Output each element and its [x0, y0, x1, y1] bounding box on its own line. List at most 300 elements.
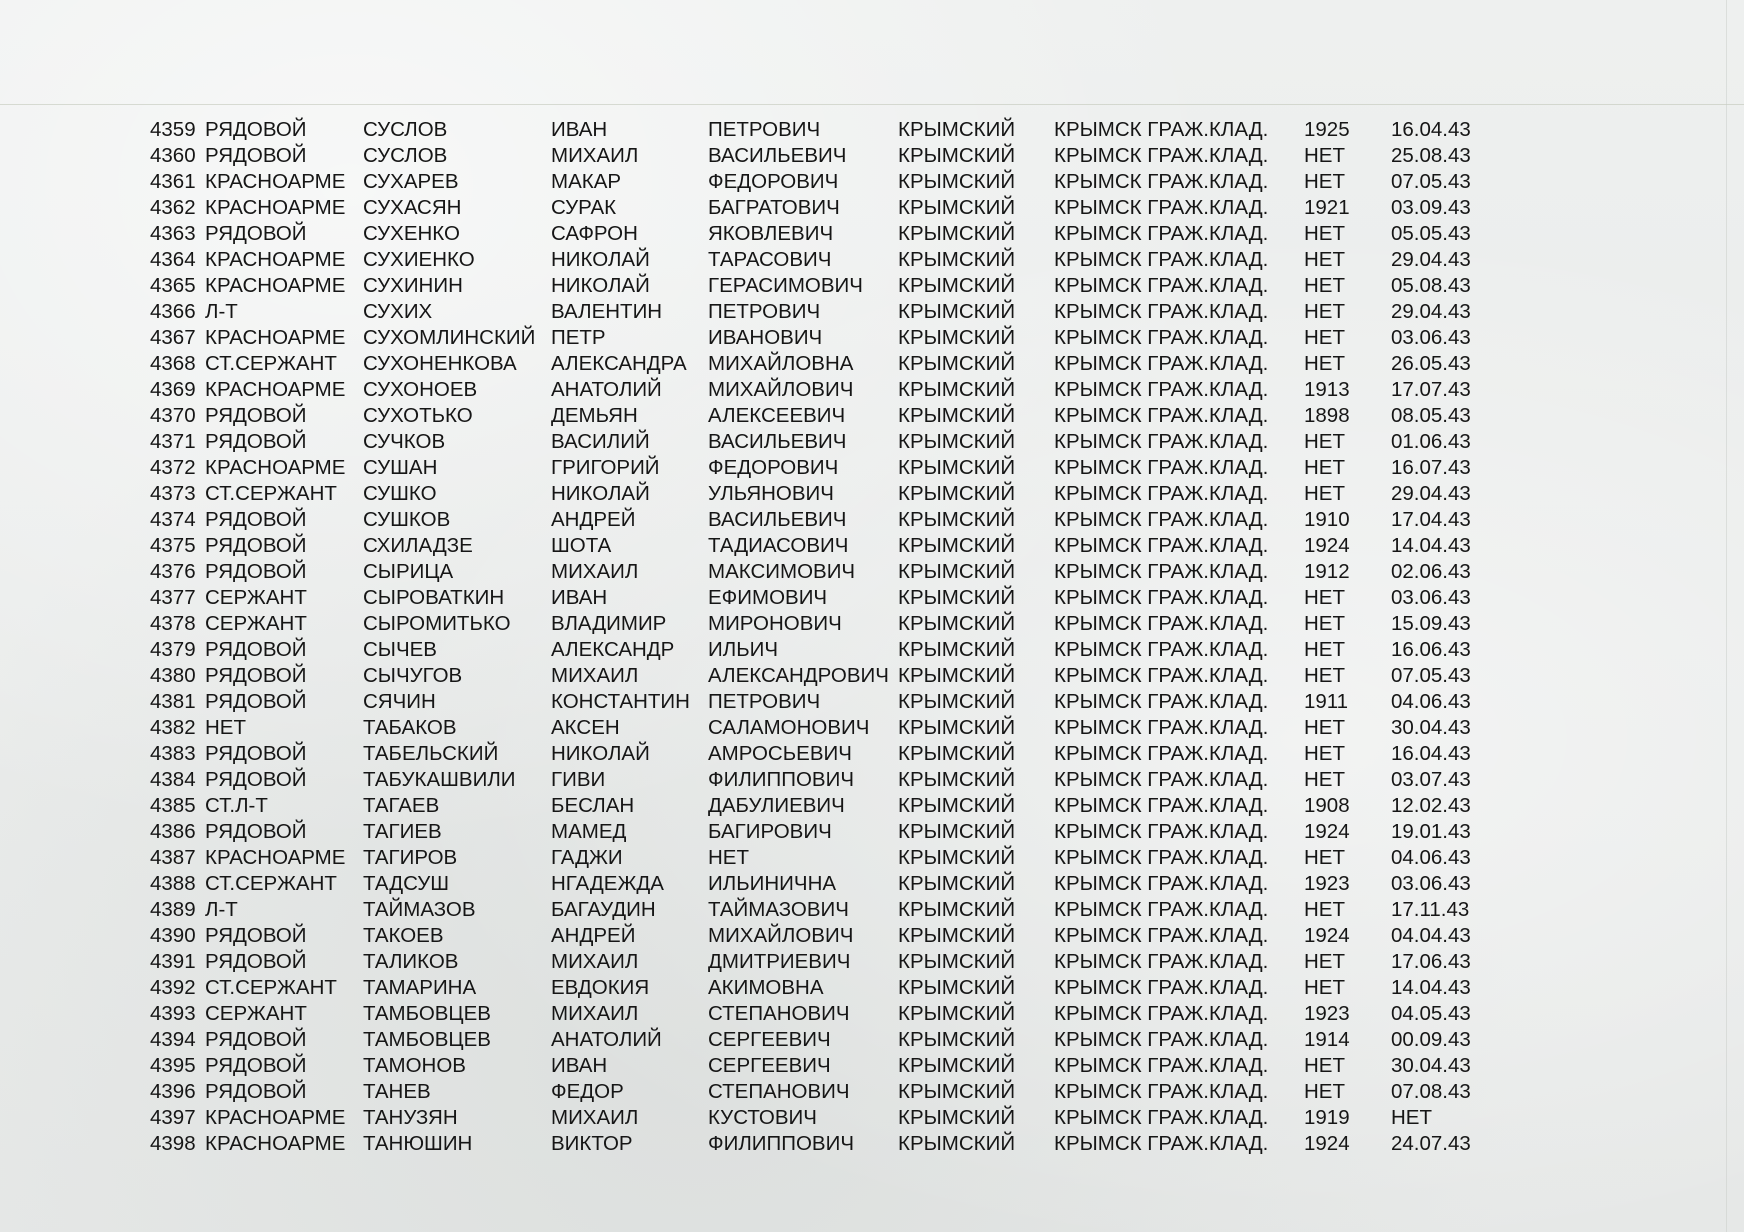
record-last-name: СЫРОВАТКИН	[363, 586, 505, 609]
record-row	[150, 715, 1610, 741]
record-first-name: ИВАН	[551, 1054, 608, 1077]
record-first-name: КОНСТАНТИН	[551, 690, 690, 713]
record-district: КРЫМСКИЙ	[898, 768, 1016, 791]
record-first-name: МИХАИЛ	[551, 1106, 639, 1129]
record-row	[150, 273, 1610, 299]
record-number: 4379	[150, 638, 196, 661]
record-number: 4364	[150, 248, 196, 271]
record-last-name: ТАЙМАЗОВ	[363, 898, 476, 921]
record-row	[150, 897, 1610, 923]
record-row	[150, 1053, 1610, 1079]
record-row	[150, 1001, 1610, 1027]
record-row	[150, 169, 1610, 195]
record-death-date: 05.08.43	[1391, 274, 1471, 297]
record-burial-place: КРЫМСК ГРАЖ.КЛАД.	[1054, 1054, 1269, 1077]
record-district: КРЫМСКИЙ	[898, 326, 1016, 349]
record-patronymic: ИЛЬИЧ	[708, 638, 779, 661]
record-patronymic: ФЕДОРОВИЧ	[708, 456, 839, 479]
record-row	[150, 975, 1610, 1001]
record-number: 4378	[150, 612, 196, 635]
record-death-date: 07.05.43	[1391, 170, 1471, 193]
record-rank: СЕРЖАНТ	[205, 586, 307, 609]
record-burial-place: КРЫМСК ГРАЖ.КЛАД.	[1054, 950, 1269, 973]
record-district: КРЫМСКИЙ	[898, 430, 1016, 453]
record-patronymic: КУСТОВИЧ	[708, 1106, 817, 1129]
record-number: 4369	[150, 378, 196, 401]
record-death-date: НЕТ	[1391, 1106, 1432, 1129]
record-last-name: СЫЧЕВ	[363, 638, 437, 661]
record-number: 4371	[150, 430, 196, 453]
record-birth-year: 1919	[1304, 1106, 1350, 1129]
record-birth-year: 1921	[1304, 196, 1350, 219]
record-district: КРЫМСКИЙ	[898, 1028, 1016, 1051]
record-row	[150, 845, 1610, 871]
record-patronymic: САЛАМОНОВИЧ	[708, 716, 870, 739]
record-burial-place: КРЫМСК ГРАЖ.КЛАД.	[1054, 170, 1269, 193]
record-rank: КРАСНОАРМЕ	[205, 378, 346, 401]
record-last-name: СУШКО	[363, 482, 437, 505]
record-patronymic: ВАСИЛЬЕВИЧ	[708, 508, 847, 531]
record-birth-year: 1924	[1304, 820, 1350, 843]
record-rank: РЯДОВОЙ	[205, 1028, 307, 1051]
record-last-name: ТАЛИКОВ	[363, 950, 459, 973]
record-row	[150, 377, 1610, 403]
record-rank: КРАСНОАРМЕ	[205, 1132, 346, 1155]
record-birth-year: НЕТ	[1304, 846, 1345, 869]
record-last-name: ТАБАКОВ	[363, 716, 457, 739]
record-row	[150, 299, 1610, 325]
record-rank: Л-Т	[205, 300, 238, 323]
record-death-date: 16.06.43	[1391, 638, 1471, 661]
record-burial-place: КРЫМСК ГРАЖ.КЛАД.	[1054, 612, 1269, 635]
record-death-date: 02.06.43	[1391, 560, 1471, 583]
record-district: КРЫМСКИЙ	[898, 820, 1016, 843]
record-district: КРЫМСКИЙ	[898, 404, 1016, 427]
record-first-name: СУРАК	[551, 196, 617, 219]
record-rank: РЯДОВОЙ	[205, 118, 307, 141]
record-burial-place: КРЫМСК ГРАЖ.КЛАД.	[1054, 1080, 1269, 1103]
record-district: КРЫМСКИЙ	[898, 352, 1016, 375]
record-district: КРЫМСКИЙ	[898, 534, 1016, 557]
record-number: 4377	[150, 586, 196, 609]
record-death-date: 26.05.43	[1391, 352, 1471, 375]
record-burial-place: КРЫМСК ГРАЖ.КЛАД.	[1054, 534, 1269, 557]
record-last-name: ТАМОНОВ	[363, 1054, 466, 1077]
record-district: КРЫМСКИЙ	[898, 170, 1016, 193]
record-death-date: 15.09.43	[1391, 612, 1471, 635]
record-birth-year: НЕТ	[1304, 586, 1345, 609]
record-first-name: ВАЛЕНТИН	[551, 300, 663, 323]
record-death-date: 24.07.43	[1391, 1132, 1471, 1155]
record-patronymic: СТЕПАНОВИЧ	[708, 1002, 850, 1025]
record-birth-year: НЕТ	[1304, 664, 1345, 687]
record-number: 4398	[150, 1132, 196, 1155]
record-last-name: ТАКОЕВ	[363, 924, 444, 947]
record-patronymic: ФЕДОРОВИЧ	[708, 170, 839, 193]
record-last-name: СХИЛАДЗЕ	[363, 534, 473, 557]
record-patronymic: ПЕТРОВИЧ	[708, 118, 821, 141]
record-rank: СЕРЖАНТ	[205, 1002, 307, 1025]
record-district: КРЫМСКИЙ	[898, 1002, 1016, 1025]
record-patronymic: ФИЛИППОВИЧ	[708, 768, 854, 791]
record-row	[150, 741, 1610, 767]
record-patronymic: ПЕТРОВИЧ	[708, 300, 821, 323]
record-last-name: СУХОМЛИНСКИЙ	[363, 326, 536, 349]
record-last-name: СУЧКОВ	[363, 430, 446, 453]
record-death-date: 19.01.43	[1391, 820, 1471, 843]
record-death-date: 05.05.43	[1391, 222, 1471, 245]
record-number: 4375	[150, 534, 196, 557]
record-last-name: СУХИЕНКО	[363, 248, 475, 271]
record-row	[150, 923, 1610, 949]
record-first-name: МИХАИЛ	[551, 560, 639, 583]
record-patronymic: МИХАЙЛОВНА	[708, 352, 854, 375]
record-death-date: 16.04.43	[1391, 742, 1471, 765]
record-rank: КРАСНОАРМЕ	[205, 248, 346, 271]
record-number: 4373	[150, 482, 196, 505]
record-rank: РЯДОВОЙ	[205, 144, 307, 167]
record-death-date: 04.05.43	[1391, 1002, 1471, 1025]
record-rank: РЯДОВОЙ	[205, 742, 307, 765]
record-first-name: АКСЕН	[551, 716, 620, 739]
record-number: 4388	[150, 872, 196, 895]
record-last-name: СУХОНОЕВ	[363, 378, 478, 401]
record-number: 4397	[150, 1106, 196, 1129]
record-patronymic: МИХАЙЛОВИЧ	[708, 924, 854, 947]
record-number: 4363	[150, 222, 196, 245]
record-birth-year: НЕТ	[1304, 144, 1345, 167]
record-birth-year: 1924	[1304, 1132, 1350, 1155]
record-death-date: 07.08.43	[1391, 1080, 1471, 1103]
record-patronymic: ВАСИЛЬЕВИЧ	[708, 144, 847, 167]
record-number: 4386	[150, 820, 196, 843]
record-burial-place: КРЫМСК ГРАЖ.КЛАД.	[1054, 430, 1269, 453]
record-row	[150, 793, 1610, 819]
record-patronymic: ЕФИМОВИЧ	[708, 586, 828, 609]
record-number: 4389	[150, 898, 196, 921]
record-rank: РЯДОВОЙ	[205, 768, 307, 791]
record-last-name: СУСЛОВ	[363, 144, 448, 167]
record-district: КРЫМСКИЙ	[898, 196, 1016, 219]
record-birth-year: НЕТ	[1304, 300, 1345, 323]
record-death-date: 17.04.43	[1391, 508, 1471, 531]
record-burial-place: КРЫМСК ГРАЖ.КЛАД.	[1054, 482, 1269, 505]
record-death-date: 01.06.43	[1391, 430, 1471, 453]
record-burial-place: КРЫМСК ГРАЖ.КЛАД.	[1054, 1132, 1269, 1155]
record-birth-year: НЕТ	[1304, 950, 1345, 973]
record-patronymic: ТАРАСОВИЧ	[708, 248, 832, 271]
record-rank: РЯДОВОЙ	[205, 404, 307, 427]
record-patronymic: АКИМОВНА	[708, 976, 824, 999]
record-number: 4362	[150, 196, 196, 219]
record-patronymic: МАКСИМОВИЧ	[708, 560, 856, 583]
record-first-name: АНДРЕЙ	[551, 924, 636, 947]
record-birth-year: 1914	[1304, 1028, 1350, 1051]
record-first-name: ФЕДОР	[551, 1080, 624, 1103]
record-rank: РЯДОВОЙ	[205, 690, 307, 713]
record-patronymic: СТЕПАНОВИЧ	[708, 1080, 850, 1103]
record-row	[150, 1027, 1610, 1053]
record-rank: РЯДОВОЙ	[205, 1080, 307, 1103]
record-last-name: ТАБУКАШВИЛИ	[363, 768, 516, 791]
record-last-name: ТАДСУШ	[363, 872, 450, 895]
record-first-name: НИКОЛАЙ	[551, 742, 650, 765]
record-row	[150, 403, 1610, 429]
record-patronymic: ДАБУЛИЕВИЧ	[708, 794, 845, 817]
record-district: КРЫМСКИЙ	[898, 716, 1016, 739]
record-district: КРЫМСКИЙ	[898, 638, 1016, 661]
record-row	[150, 533, 1610, 559]
record-rank: КРАСНОАРМЕ	[205, 1106, 346, 1129]
record-death-date: 04.06.43	[1391, 690, 1471, 713]
record-burial-place: КРЫМСК ГРАЖ.КЛАД.	[1054, 638, 1269, 661]
record-birth-year: НЕТ	[1304, 612, 1345, 635]
record-death-date: 29.04.43	[1391, 248, 1471, 271]
record-burial-place: КРЫМСК ГРАЖ.КЛАД.	[1054, 690, 1269, 713]
record-birth-year: 1910	[1304, 508, 1350, 531]
record-first-name: МАМЕД	[551, 820, 627, 843]
record-last-name: СУХОНЕНКОВА	[363, 352, 517, 375]
record-patronymic: ИВАНОВИЧ	[708, 326, 823, 349]
record-district: КРЫМСКИЙ	[898, 612, 1016, 635]
record-row	[150, 325, 1610, 351]
record-row	[150, 871, 1610, 897]
record-birth-year: НЕТ	[1304, 482, 1345, 505]
record-death-date: 03.06.43	[1391, 586, 1471, 609]
record-rank: РЯДОВОЙ	[205, 430, 307, 453]
record-birth-year: НЕТ	[1304, 1080, 1345, 1103]
record-last-name: СУХИХ	[363, 300, 433, 323]
record-first-name: ВАСИЛИЙ	[551, 430, 650, 453]
record-rank: СТ.СЕРЖАНТ	[205, 976, 337, 999]
record-rank: СЕРЖАНТ	[205, 612, 307, 635]
record-first-name: БЕСЛАН	[551, 794, 635, 817]
record-last-name: СУШАН	[363, 456, 438, 479]
record-birth-year: НЕТ	[1304, 222, 1345, 245]
record-last-name: СЯЧИН	[363, 690, 436, 713]
record-birth-year: 1911	[1304, 690, 1349, 713]
record-number: 4372	[150, 456, 196, 479]
record-first-name: ИВАН	[551, 586, 608, 609]
record-number: 4396	[150, 1080, 196, 1103]
record-patronymic: АЛЕКСЕЕВИЧ	[708, 404, 846, 427]
record-number: 4361	[150, 170, 196, 193]
record-burial-place: КРЫМСК ГРАЖ.КЛАД.	[1054, 820, 1269, 843]
record-burial-place: КРЫМСК ГРАЖ.КЛАД.	[1054, 274, 1269, 297]
record-number: 4374	[150, 508, 196, 531]
burial-records-list	[150, 117, 1610, 1157]
record-rank: РЯДОВОЙ	[205, 508, 307, 531]
record-rank: СТ.Л-Т	[205, 794, 268, 817]
record-district: КРЫМСКИЙ	[898, 456, 1016, 479]
record-burial-place: КРЫМСК ГРАЖ.КЛАД.	[1054, 326, 1269, 349]
record-patronymic: БАГРАТОВИЧ	[708, 196, 840, 219]
record-burial-place: КРЫМСК ГРАЖ.КЛАД.	[1054, 300, 1269, 323]
record-patronymic: АЛЕКСАНДРОВИЧ	[708, 664, 889, 687]
record-patronymic: БАГИРОВИЧ	[708, 820, 832, 843]
record-rank: РЯДОВОЙ	[205, 950, 307, 973]
record-burial-place: КРЫМСК ГРАЖ.КЛАД.	[1054, 118, 1269, 141]
record-birth-year: 1923	[1304, 872, 1350, 895]
record-number: 4366	[150, 300, 196, 323]
record-first-name: БАГАУДИН	[551, 898, 656, 921]
record-first-name: ШОТА	[551, 534, 612, 557]
record-birth-year: 1923	[1304, 1002, 1350, 1025]
record-number: 4384	[150, 768, 196, 791]
record-district: КРЫМСКИЙ	[898, 1080, 1016, 1103]
record-burial-place: КРЫМСК ГРАЖ.КЛАД.	[1054, 352, 1269, 375]
record-number: 4394	[150, 1028, 196, 1051]
record-birth-year: НЕТ	[1304, 274, 1345, 297]
record-row	[150, 221, 1610, 247]
record-row	[150, 559, 1610, 585]
record-row	[150, 637, 1610, 663]
record-birth-year: НЕТ	[1304, 326, 1345, 349]
record-burial-place: КРЫМСК ГРАЖ.КЛАД.	[1054, 456, 1269, 479]
record-row	[150, 689, 1610, 715]
record-burial-place: КРЫМСК ГРАЖ.КЛАД.	[1054, 768, 1269, 791]
record-number: 4385	[150, 794, 196, 817]
record-number: 4380	[150, 664, 196, 687]
record-first-name: ГИВИ	[551, 768, 606, 791]
record-district: КРЫМСКИЙ	[898, 300, 1016, 323]
record-first-name: ИВАН	[551, 118, 608, 141]
record-death-date: 07.05.43	[1391, 664, 1471, 687]
record-birth-year: 1913	[1304, 378, 1350, 401]
record-rank: РЯДОВОЙ	[205, 820, 307, 843]
record-last-name: ТАНУЗЯН	[363, 1106, 458, 1129]
record-burial-place: КРЫМСК ГРАЖ.КЛАД.	[1054, 222, 1269, 245]
record-burial-place: КРЫМСК ГРАЖ.КЛАД.	[1054, 742, 1269, 765]
record-birth-year: 1924	[1304, 534, 1350, 557]
record-birth-year: 1898	[1304, 404, 1350, 427]
record-death-date: 30.04.43	[1391, 1054, 1471, 1077]
record-number: 4382	[150, 716, 196, 739]
record-rank: КРАСНОАРМЕ	[205, 274, 346, 297]
record-birth-year: 1912	[1304, 560, 1350, 583]
record-first-name: НГАДЕЖДА	[551, 872, 664, 895]
record-rank: РЯДОВОЙ	[205, 664, 307, 687]
record-rank: РЯДОВОЙ	[205, 924, 307, 947]
record-last-name: ТАМАРИНА	[363, 976, 477, 999]
record-death-date: 12.02.43	[1391, 794, 1471, 817]
record-district: КРЫМСКИЙ	[898, 794, 1016, 817]
record-first-name: ГРИГОРИЙ	[551, 456, 660, 479]
record-burial-place: КРЫМСК ГРАЖ.КЛАД.	[1054, 1002, 1269, 1025]
record-death-date: 03.09.43	[1391, 196, 1471, 219]
record-last-name: ТАНЮШИН	[363, 1132, 473, 1155]
record-death-date: 17.06.43	[1391, 950, 1471, 973]
record-birth-year: НЕТ	[1304, 1054, 1345, 1077]
record-district: КРЫМСКИЙ	[898, 248, 1016, 271]
record-last-name: СУХИНИН	[363, 274, 463, 297]
record-number: 4391	[150, 950, 196, 973]
record-first-name: МАКАР	[551, 170, 622, 193]
record-burial-place: КРЫМСК ГРАЖ.КЛАД.	[1054, 586, 1269, 609]
record-first-name: АНАТОЛИЙ	[551, 1028, 662, 1051]
record-row	[150, 1079, 1610, 1105]
record-district: КРЫМСКИЙ	[898, 274, 1016, 297]
record-row	[150, 611, 1610, 637]
record-birth-year: НЕТ	[1304, 248, 1345, 271]
record-patronymic: ЯКОВЛЕВИЧ	[708, 222, 834, 245]
record-rank: РЯДОВОЙ	[205, 638, 307, 661]
record-district: КРЫМСКИЙ	[898, 1054, 1016, 1077]
record-birth-year: НЕТ	[1304, 742, 1345, 765]
record-patronymic: АМРОСЬЕВИЧ	[708, 742, 852, 765]
record-district: КРЫМСКИЙ	[898, 846, 1016, 869]
record-patronymic: МИРОНОВИЧ	[708, 612, 842, 635]
record-number: 4368	[150, 352, 196, 375]
record-row	[150, 819, 1610, 845]
record-death-date: 25.08.43	[1391, 144, 1471, 167]
record-rank: Л-Т	[205, 898, 238, 921]
record-number: 4359	[150, 118, 196, 141]
record-birth-year: НЕТ	[1304, 898, 1345, 921]
paper-edge-line	[1726, 0, 1727, 1232]
record-birth-year: НЕТ	[1304, 430, 1345, 453]
record-rank: КРАСНОАРМЕ	[205, 196, 346, 219]
record-burial-place: КРЫМСК ГРАЖ.КЛАД.	[1054, 378, 1269, 401]
record-death-date: 17.11.43	[1391, 898, 1470, 921]
record-patronymic: ТАЙМАЗОВИЧ	[708, 898, 849, 921]
record-burial-place: КРЫМСК ГРАЖ.КЛАД.	[1054, 924, 1269, 947]
record-district: КРЫМСКИЙ	[898, 1132, 1016, 1155]
record-row	[150, 507, 1610, 533]
record-rank: НЕТ	[205, 716, 246, 739]
record-first-name: ГАДЖИ	[551, 846, 623, 869]
record-row	[150, 143, 1610, 169]
record-burial-place: КРЫМСК ГРАЖ.КЛАД.	[1054, 976, 1269, 999]
record-patronymic: ИЛЬИНИЧНА	[708, 872, 837, 895]
record-burial-place: КРЫМСК ГРАЖ.КЛАД.	[1054, 560, 1269, 583]
record-number: 4370	[150, 404, 196, 427]
record-rank: КРАСНОАРМЕ	[205, 846, 346, 869]
record-birth-year: НЕТ	[1304, 716, 1345, 739]
record-row	[150, 949, 1610, 975]
record-first-name: ПЕТР	[551, 326, 606, 349]
record-death-date: 00.09.43	[1391, 1028, 1471, 1051]
record-patronymic: МИХАЙЛОВИЧ	[708, 378, 854, 401]
record-row	[150, 585, 1610, 611]
record-district: КРЫМСКИЙ	[898, 950, 1016, 973]
record-row	[150, 195, 1610, 221]
record-number: 4367	[150, 326, 196, 349]
record-row	[150, 117, 1610, 143]
record-patronymic: ПЕТРОВИЧ	[708, 690, 821, 713]
record-death-date: 17.07.43	[1391, 378, 1471, 401]
record-last-name: ТАБЕЛЬСКИЙ	[363, 742, 499, 765]
record-row	[150, 351, 1610, 377]
record-patronymic: ВАСИЛЬЕВИЧ	[708, 430, 847, 453]
record-first-name: САФРОН	[551, 222, 638, 245]
record-burial-place: КРЫМСК ГРАЖ.КЛАД.	[1054, 248, 1269, 271]
record-birth-year: 1925	[1304, 118, 1350, 141]
record-death-date: 03.07.43	[1391, 768, 1471, 791]
record-burial-place: КРЫМСК ГРАЖ.КЛАД.	[1054, 1106, 1269, 1129]
record-birth-year: НЕТ	[1304, 170, 1345, 193]
record-first-name: АЛЕКСАНДР	[551, 638, 675, 661]
record-district: КРЫМСКИЙ	[898, 742, 1016, 765]
record-first-name: МИХАИЛ	[551, 1002, 639, 1025]
record-patronymic: СЕРГЕЕВИЧ	[708, 1054, 831, 1077]
record-last-name: ТАНЕВ	[363, 1080, 431, 1103]
record-death-date: 04.04.43	[1391, 924, 1471, 947]
record-death-date: 30.04.43	[1391, 716, 1471, 739]
record-death-date: 16.07.43	[1391, 456, 1471, 479]
record-district: КРЫМСКИЙ	[898, 482, 1016, 505]
record-last-name: СУХАРЕВ	[363, 170, 459, 193]
